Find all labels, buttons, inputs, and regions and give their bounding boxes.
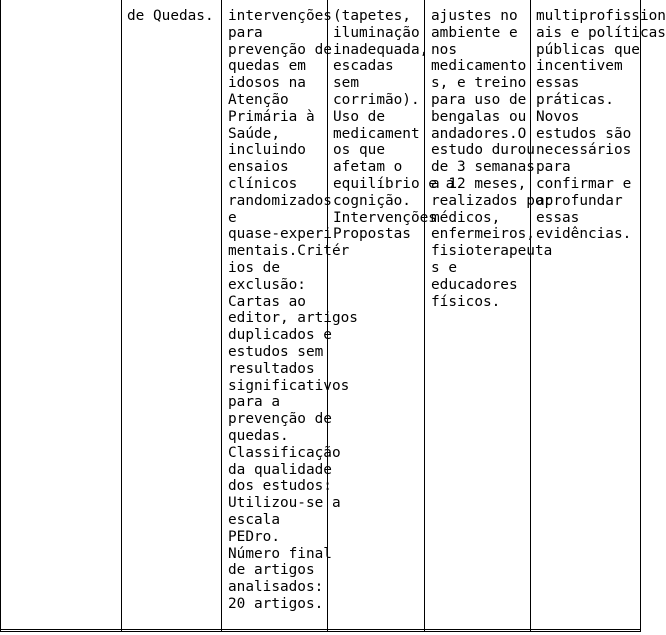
table-border-left xyxy=(0,0,1,632)
column-divider xyxy=(221,0,222,632)
table-cell-col-2: de Quedas. xyxy=(127,8,214,24)
row-border-bottom xyxy=(0,631,641,632)
row-border-bottom xyxy=(0,629,641,630)
column-divider xyxy=(121,0,122,632)
table-cell-col-4: (tapetes, iluminação inadequada, escadas sem corrimão). Uso de medicament os que afetam o equilíbrio e a cognição. Intervenções Propostas xyxy=(333,8,455,243)
table-cell-col-3: intervenções para prevenção de quedas em idosos na Atenção Primária à Saúde, incluindo ensaios clínicos randomizados e quase-experi mentais.Critér ios de exclusão: Cartas ao editor, artigos duplicados e estudos sem resultados significativos para a prevenção de quedas. Classificação da qualidade dos estudos: Utilizou-se a escala PEDro. Número final de artigos analisados: 20 artigos. xyxy=(228,8,358,612)
table-cell-col-5: ajustes no ambiente e nos medicamento s, e treino para uso de bengalas ou andadores.O estudo durou de 3 semanas a 12 meses, realizados por médicos, enfermeiros, fisioterapeuta s e educadores físicos. xyxy=(431,8,553,310)
table-cell-col-6: multiprofission ais e políticas públicas que incentivem essas práticas. Novos estudos são necessários para confirmar e aprofundar essas evidências. xyxy=(536,8,666,243)
